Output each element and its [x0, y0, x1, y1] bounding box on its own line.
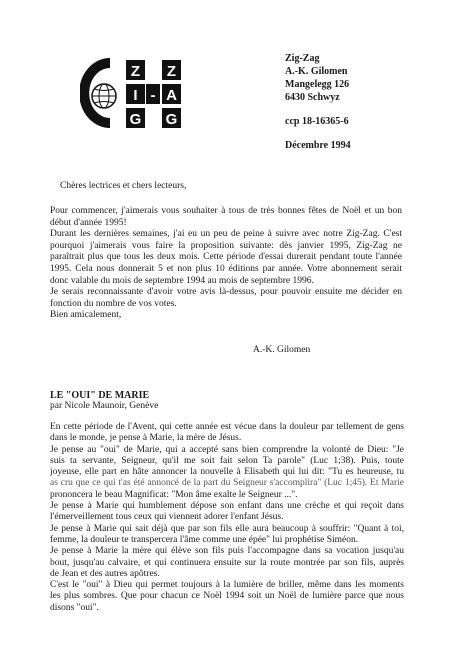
- logo-letter: A: [166, 87, 177, 104]
- article-line: as cru que ce qui t'as été annoncé de la part du Seigneur s'accomplira" (Luc 1;45). Et Marie: [50, 478, 404, 489]
- article-line: C'est le "oui" à Dieu qui permet toujours à la lumière de briller, même dans les moments: [50, 580, 404, 591]
- logo-letter: Z: [130, 63, 141, 80]
- issue-date: Décembre 1994: [285, 140, 351, 151]
- article-line: les plus sombres. Que pour chacun ce Noël 1994 soit un Noël de lumière parce que nous: [50, 591, 404, 602]
- letter-body: [50, 206, 402, 322]
- postal-account: ccp 18-16365-6: [285, 116, 349, 127]
- article-body: [50, 422, 404, 614]
- article-line: prononcera le beau Magnificat: "Mon âme exalte le Seigneur ...".: [50, 489, 298, 500]
- logo-letter: I: [133, 87, 138, 104]
- logo-letter: G: [129, 111, 142, 128]
- letter-line: Pour commencer, j'aimerais vous souhaiter à tous de très bonnes fêtes de Noël et un bon: [50, 206, 402, 216]
- article-line: Je pense à Marie la mère qui élève son fils puis l'accompagne dans sa vocation jusqu'au: [50, 546, 404, 557]
- article-line: l'émerveillement tous ceux qui viennent adorer l'enfant Jésus.: [50, 512, 284, 523]
- article-line: disons "oui".: [50, 602, 99, 613]
- article-line: bout, jusqu'au calvaire, et qui continuera ensuite sur la route montrée par son fils, auprès: [50, 557, 404, 568]
- letter-line: début d'année 1995!: [50, 217, 127, 228]
- signature: A.-K. Gilomen: [253, 345, 311, 355]
- article-line: suis ta servante, Seigneur, qu'il me soit fait selon Ta parole" (Luc 1;38). Puis, toute: [50, 455, 404, 466]
- logo-letter: G: [165, 111, 178, 128]
- article-line: femme, la douleur te transpercera l'âme comme une épée" lui prophétise Siméon.: [50, 534, 359, 545]
- article-line: Je pense à Marie qui sait déjà que par son fils elle aura beaucoup à souffrir: "Quant à toi,: [50, 523, 404, 534]
- letter-line: Bien amicalement,: [50, 310, 122, 321]
- city: 6430 Schwyz: [285, 92, 340, 103]
- street: Mangelegg 126: [285, 79, 350, 90]
- letter-line: donc valable du mois de septembre 1994 au mois de septembre 1996.: [50, 275, 314, 286]
- article-author: par Nicole Maunoir, Genève: [50, 401, 159, 411]
- article-line: de Jean et des autres apôtres.: [50, 568, 160, 579]
- contact-person: A.-K. Gilomen: [285, 66, 348, 77]
- letter-line: fonction du nombre de vos votes.: [50, 298, 177, 309]
- article-line: Je pense à Marie qui humblement dépose son enfant dans une crèche et qui reçoit dans: [50, 501, 404, 512]
- salutation: Chères lectrices et chers lecteurs,: [60, 181, 187, 191]
- letter-line: paraîtrait plus que tous les deux mois. Cette période d'essai durerait pendant toute l'année: [50, 252, 402, 263]
- article-title: LE "OUI" DE MARIE: [50, 390, 150, 401]
- article-line: dans le monde, je pense à Marie, la mère de Jésus.: [50, 433, 242, 444]
- article-line: Je pense au "oui" de Marie, qui a accepté sans bien comprendre la volonté de Dieu: "Je: [50, 444, 404, 455]
- globe-icon: [92, 84, 116, 108]
- letter-line: pourquoi j'aimerais vous faire la proposition suivante: dès janvier 1995, Zig-Zag ne: [50, 240, 402, 251]
- letter-line: Je serais reconnaissante d'avoir votre avis là-dessus, pour pouvoir ensuite me décider en: [50, 287, 402, 298]
- address-block: [285, 52, 351, 152]
- letter-line: 1995. Cela nous donnerait 5 et non plus 10 éditions par année. Votre abonnement serait: [50, 263, 402, 274]
- logo-letter: Z: [166, 63, 177, 80]
- article-line: joyeuse, elle part en hâte annoncer la nouvelle à Elisabeth qui lui dit: "Tu es heureuse, tu: [50, 467, 404, 478]
- article-line: En cette période de l'Avent, qui cette année est vécue dans la douleur par tellement de gens: [50, 422, 404, 432]
- logo-letter: -: [150, 87, 156, 104]
- org-name: Zig-Zag: [285, 53, 320, 64]
- zig-zag-logo: [80, 52, 190, 134]
- letter-line: Durant les dernières semaines, j'ai eu un peu de peine à suivre avec notre Zig-Zag. C'est: [50, 229, 402, 240]
